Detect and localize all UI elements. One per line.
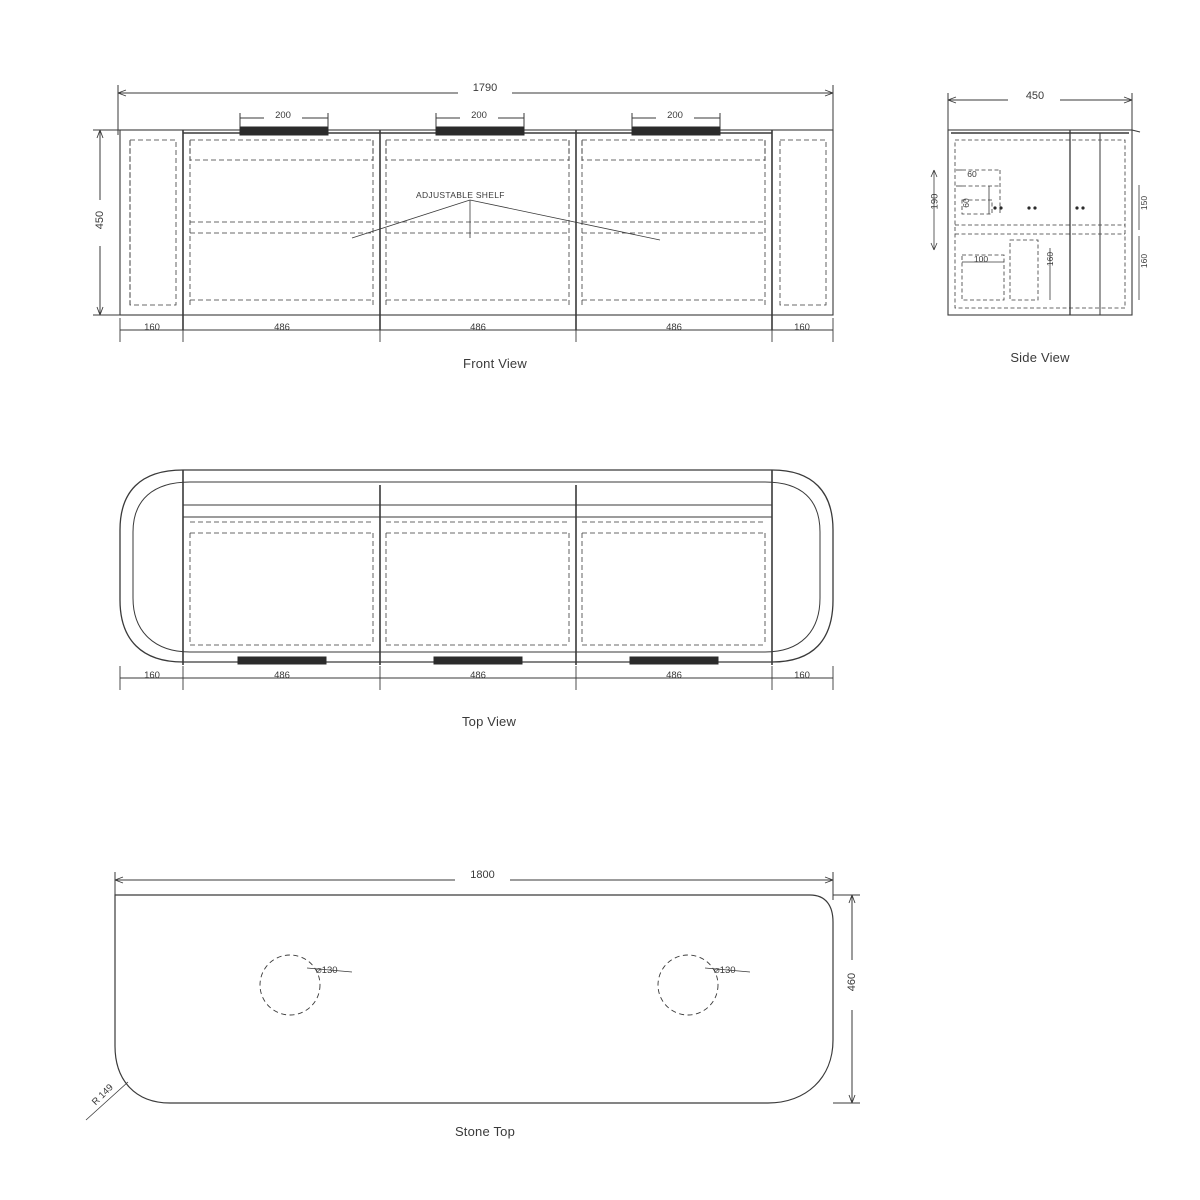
stone-hole-left-dim (316, 965, 378, 976)
top-view-label: Top View (461, 714, 517, 729)
front-bottom-dim-4: 486 (666, 322, 682, 333)
stone-hole-right-dim (714, 965, 776, 976)
front-bottom-dim-1: 160 (144, 322, 160, 333)
top-bottom-dim-2: 486 (274, 670, 290, 681)
top-bottom-dim-3: 486 (470, 670, 486, 681)
front-bottom-dim-3: 486 (470, 322, 486, 333)
side-depth-dim: 450 (1025, 90, 1045, 102)
side-dim-60a: 60 (967, 169, 977, 179)
front-overall-width-dim: 1790 (472, 82, 498, 94)
stone-width-dim: 1800 (470, 869, 495, 881)
front-bottom-dim-5: 160 (794, 322, 810, 333)
front-view-label: Front View (463, 356, 527, 371)
front-overall-height-dim: 450 (94, 210, 106, 230)
stone-hole-left-value: 130 (321, 965, 338, 976)
stone-depth-dim: 460 (846, 972, 858, 992)
side-view-label: Side View (1010, 350, 1070, 365)
top-bottom-dim-4: 486 (666, 670, 682, 681)
front-handle-dim-3: 200 (667, 110, 683, 121)
top-bottom-dim-5: 160 (794, 670, 810, 681)
side-dim-60b: 60 (961, 198, 971, 208)
stone-radius-dim (90, 1082, 140, 1111)
stone-hole-right-value: 130 (719, 965, 736, 976)
side-dim-150: 150 (1139, 195, 1149, 211)
diameter-icon: ⌀ (714, 965, 720, 976)
side-dim-160b: 160 (1139, 253, 1149, 269)
front-bottom-dim-2: 486 (274, 322, 290, 333)
top-bottom-dim-1: 160 (144, 670, 160, 681)
diameter-icon: ⌀ (316, 965, 322, 976)
front-handle-dim-2: 200 (471, 110, 487, 121)
side-dim-160a: 160 (1045, 251, 1055, 267)
side-dim-100: 100 (973, 254, 989, 264)
front-handle-dim-1: 200 (275, 110, 291, 121)
adjustable-shelf-annotation: ADJUSTABLE SHELF (416, 190, 505, 200)
side-dim-190: 190 (929, 193, 941, 210)
stone-radius-value: R 149 (90, 1082, 116, 1108)
stone-top-label: Stone Top (454, 1124, 516, 1139)
